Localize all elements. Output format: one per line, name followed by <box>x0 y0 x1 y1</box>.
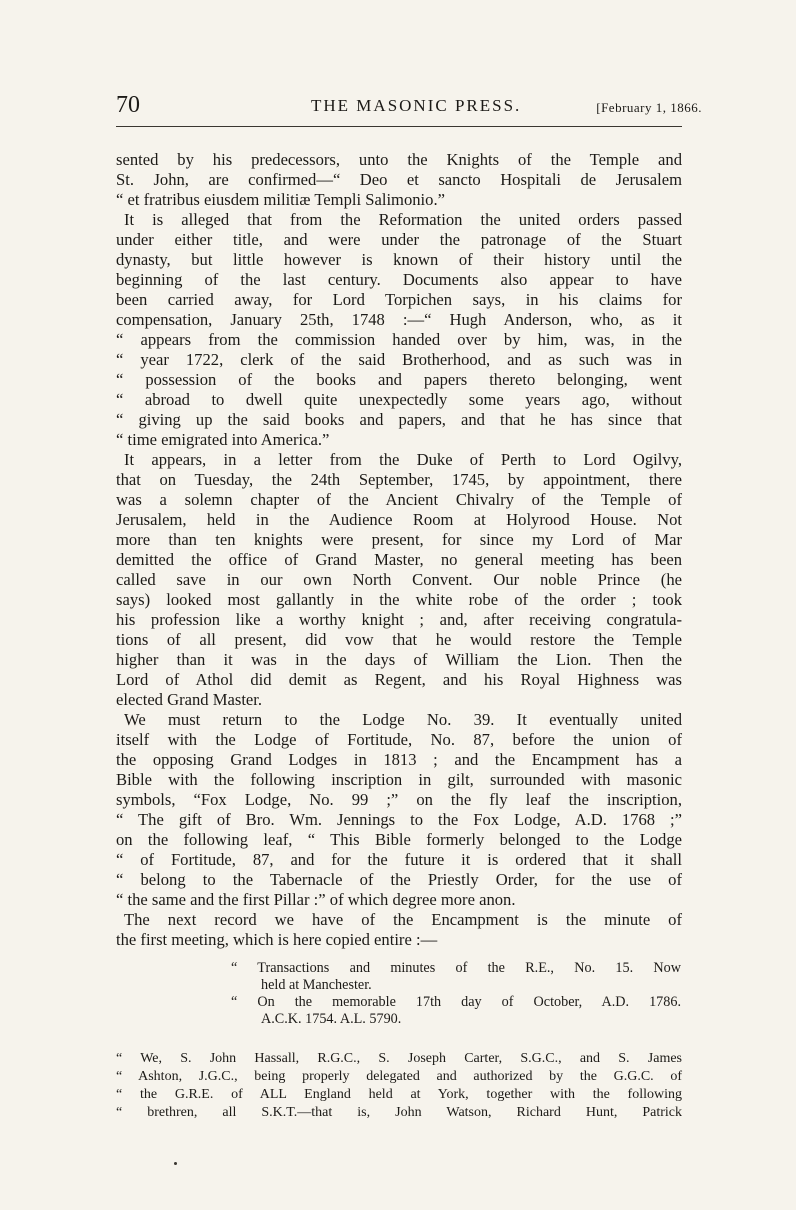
text-line: itself with the Lodge of Fortitude, No. 87, before the union of <box>116 730 682 749</box>
text-line: under either title, and were under the patronage of the Stuart <box>116 230 682 249</box>
text-line: It appears, in a letter from the Duke of Perth to Lord Ogilvy, <box>124 450 682 469</box>
record-line: “ We, S. John Hassall, R.G.C., S. Joseph Carter, S.G.C., and S. James <box>116 1051 682 1066</box>
ink-mark <box>174 1162 177 1165</box>
quote-line: “ Transactions and minutes of the R.E., No. 15. Now <box>231 960 681 976</box>
text-line: the first meeting, which is here copied entire :— <box>116 930 438 949</box>
quoted-heading <box>231 960 681 1028</box>
text-line: St. John, are confirmed—“ Deo et sancto Hospitali de Jerusalem <box>116 170 682 189</box>
text-line: been carried away, for Lord Torpichen says, in his claims for <box>116 290 682 309</box>
text-line: the opposing Grand Lodges in 1813 ; and the Encampment has a <box>116 750 682 769</box>
text-line: sented by his predecessors, unto the Knights of the Temple and <box>116 150 682 169</box>
text-line: on the following leaf, “ This Bible formerly belonged to the Lodge <box>116 830 682 849</box>
text-line: called save in our own North Convent. Our noble Prince (he <box>116 570 682 589</box>
minute-record <box>116 1050 682 1122</box>
record-line: “ Ashton, J.G.C., being properly delegated and authorized by the G.G.C. of <box>116 1069 682 1084</box>
text-line: higher than it was in the days of William the Lion. Then the <box>116 650 682 669</box>
record-line: “ brethren, all S.K.T.—that is, John Watson, Richard Hunt, Patrick <box>116 1105 682 1120</box>
page-number: 70 <box>116 92 140 118</box>
text-line: “ appears from the commission handed over by him, was, in the <box>116 330 682 349</box>
text-line: The next record we have of the Encampment is the minute of <box>124 910 682 929</box>
text-line: “ of Fortitude, 87, and for the future it is ordered that it shall <box>116 850 682 869</box>
record-line: “ the G.R.E. of ALL England held at York, together with the following <box>116 1087 682 1102</box>
text-line: symbols, “Fox Lodge, No. 99 ;” on the fly leaf the inscription, <box>116 790 682 809</box>
quote-line: held at Manchester. <box>261 977 372 993</box>
text-line: Bible with the following inscription in gilt, surrounded with masonic <box>116 770 682 789</box>
text-line: “ time emigrated into America.” <box>116 430 330 449</box>
text-line: “ The gift of Bro. Wm. Jennings to the Fox Lodge, A.D. 1768 ;” <box>116 810 682 829</box>
text-line: tions of all present, did vow that he would restore the Temple <box>116 630 682 649</box>
page-header <box>116 92 702 122</box>
text-line: “ possession of the books and papers thereto belonging, went <box>116 370 682 389</box>
text-line: We must return to the Lodge No. 39. It eventually united <box>124 710 682 729</box>
text-line: says) looked most gallantly in the white robe of the order ; took <box>116 590 682 609</box>
text-line: Lord of Athol did demit as Regent, and his Royal Highness was <box>116 670 682 689</box>
text-line: elected Grand Master. <box>116 690 263 709</box>
text-line: “ et fratribus eiusdem militiæ Templi Salimonio.” <box>116 190 445 209</box>
issue-date: [February 1, 1866. <box>596 100 702 115</box>
quote-line: “ On the memorable 17th day of October, A.D. 1786. <box>231 994 681 1010</box>
text-line: “ abroad to dwell quite unexpectedly some years ago, without <box>116 390 682 409</box>
text-line: “ year 1722, clerk of the said Brotherhood, and as such was in <box>116 350 682 369</box>
text-line: “ giving up the said books and papers, and that he has since that <box>116 410 682 429</box>
article-body <box>116 150 682 1122</box>
quote-line: A.C.K. 1754. A.L. 5790. <box>261 1011 402 1027</box>
text-line: that on Tuesday, the 24th September, 1745, by appointment, there <box>116 470 682 489</box>
running-title: THE MASONIC PRESS. <box>311 96 522 115</box>
text-line: It is alleged that from the Reformation the united orders passed <box>124 210 682 229</box>
text-line: beginning of the last century. Documents also appear to have <box>116 270 682 289</box>
header-rule <box>116 126 682 127</box>
text-line: his profession like a worthy knight ; and, after receiving congratula- <box>116 610 682 629</box>
text-line: more than ten knights were present, for since my Lord of Mar <box>116 530 682 549</box>
text-line: compensation, January 25th, 1748 :—“ Hugh Anderson, who, as it <box>116 310 682 329</box>
text-line: was a solemn chapter of the Ancient Chivalry of the Temple of <box>116 490 682 509</box>
text-line: demitted the office of Grand Master, no general meeting has been <box>116 550 682 569</box>
text-line: “ belong to the Tabernacle of the Priestly Order, for the use of <box>116 870 682 889</box>
text-line: Jerusalem, held in the Audience Room at Holyrood House. Not <box>116 510 682 529</box>
text-line: “ the same and the first Pillar :” of which degree more anon. <box>116 890 516 909</box>
text-line: dynasty, but little however is known of their history until the <box>116 250 682 269</box>
